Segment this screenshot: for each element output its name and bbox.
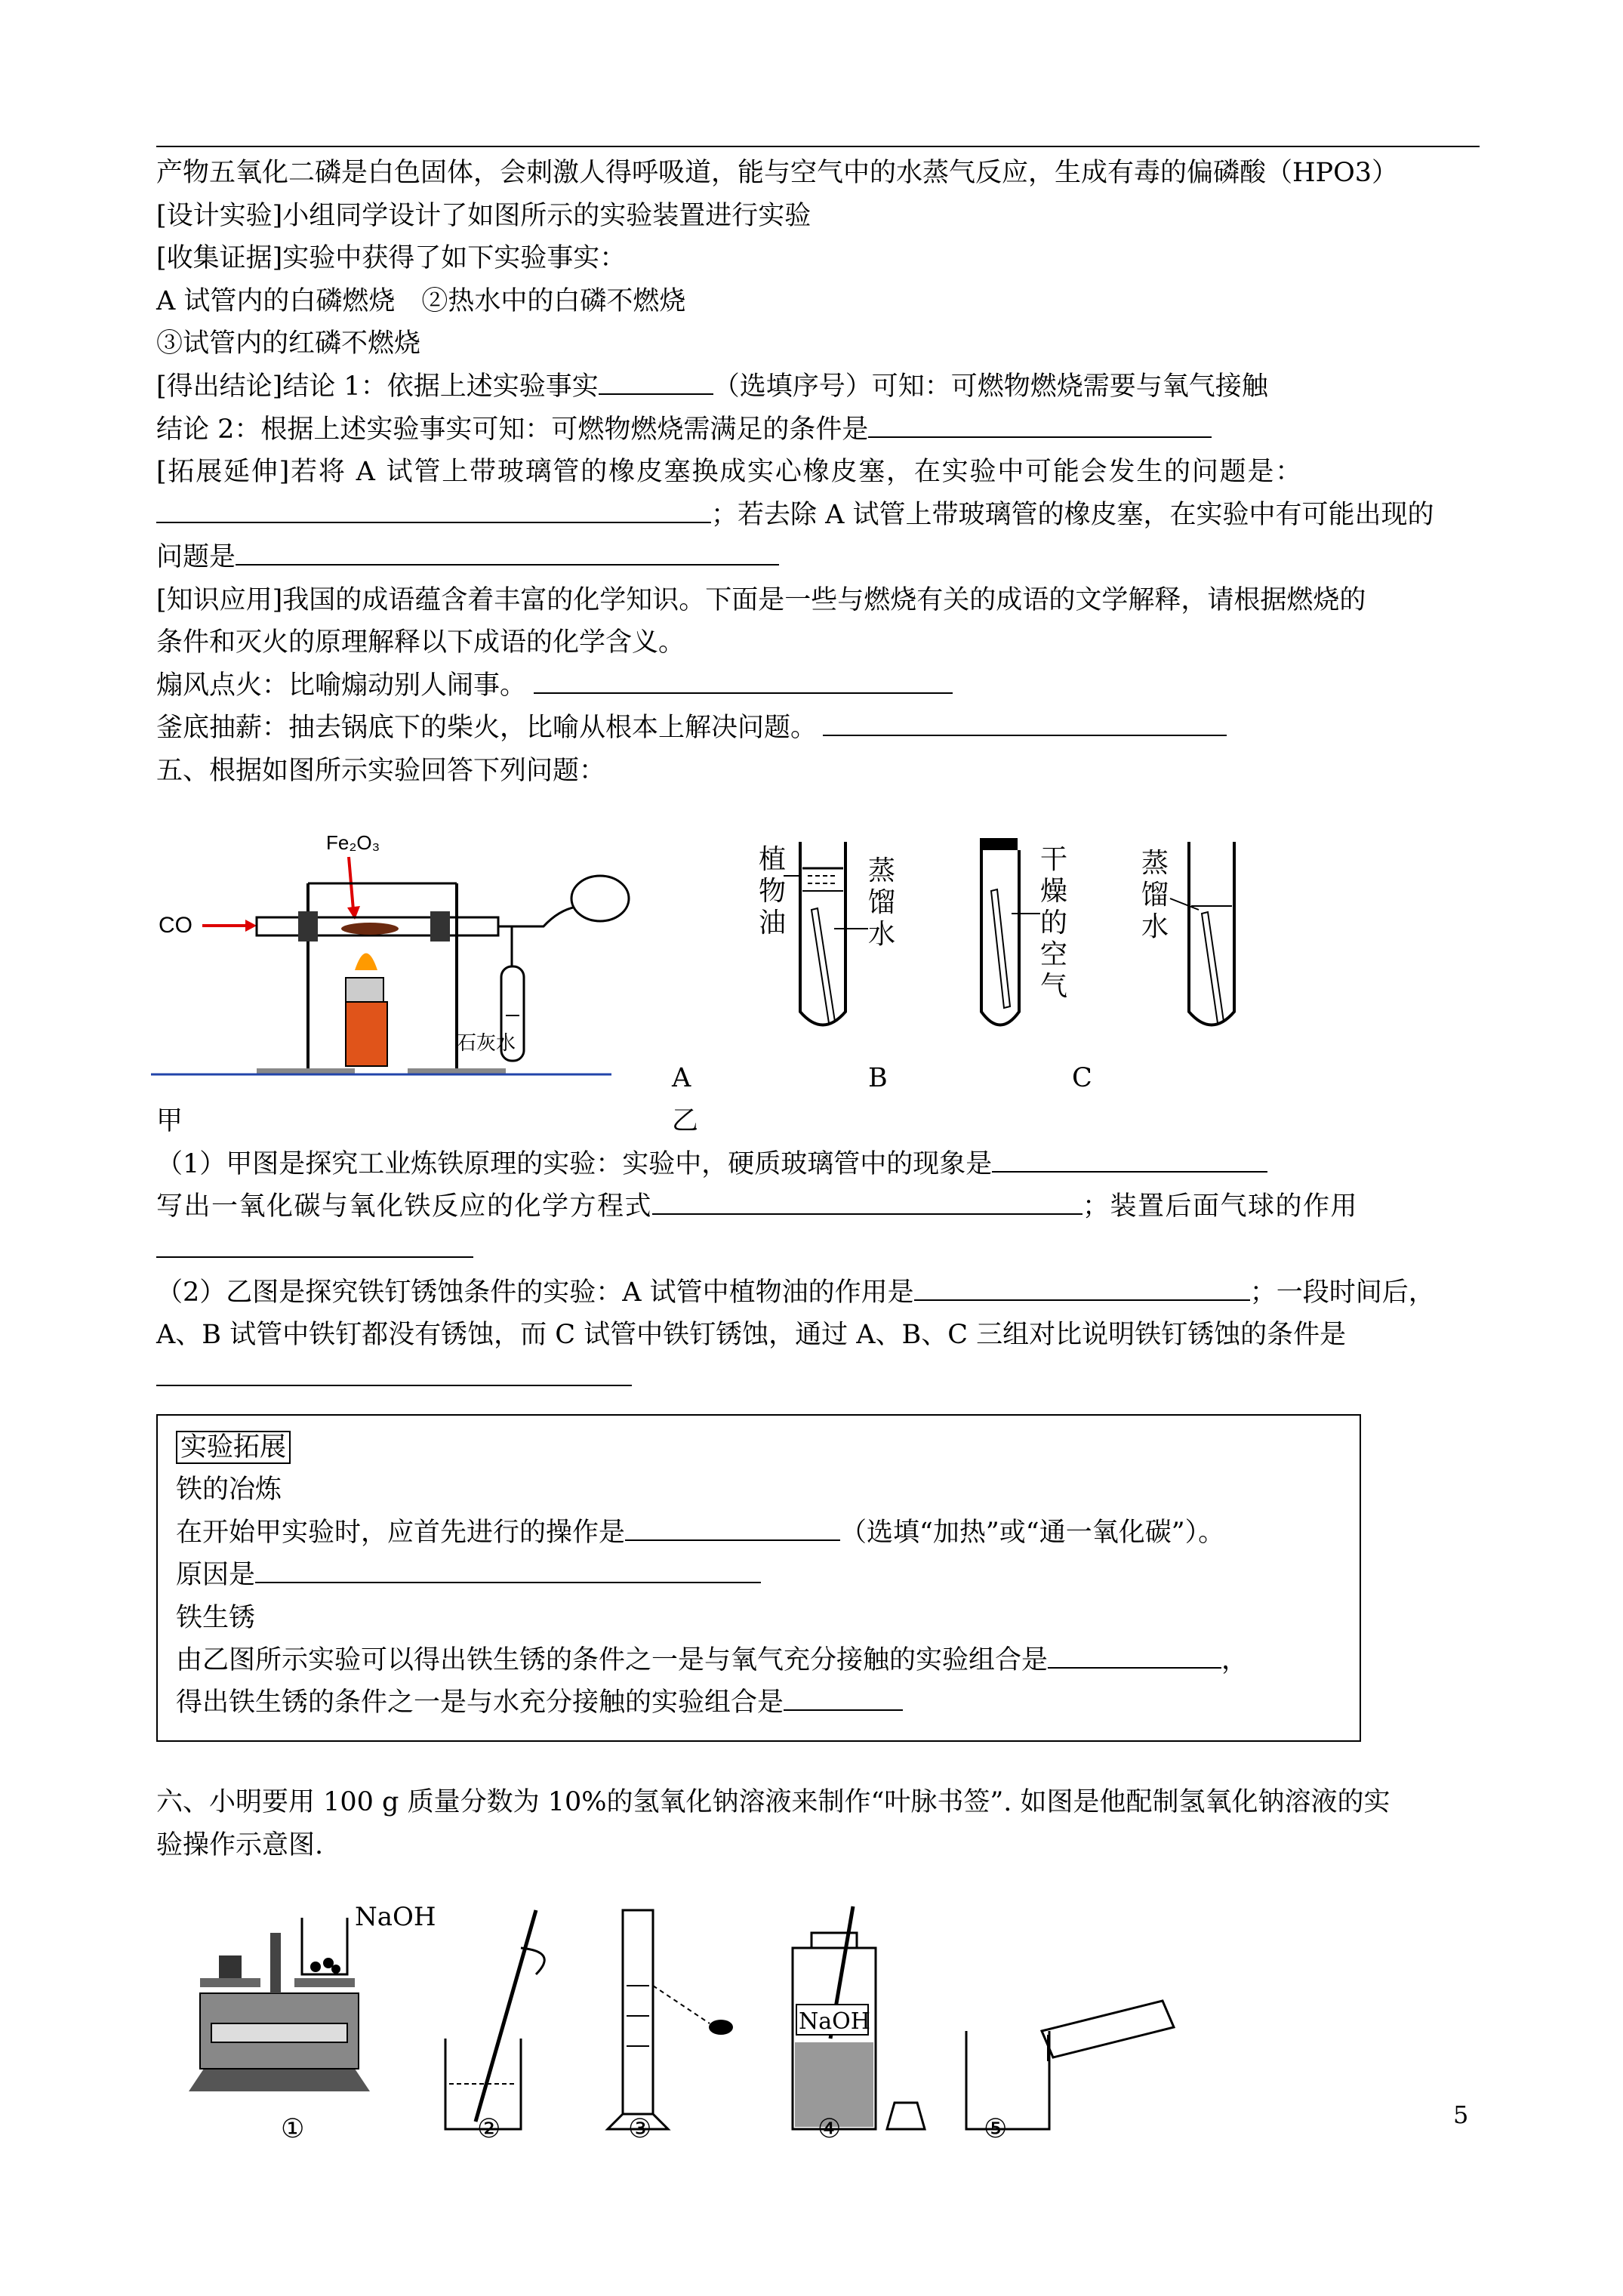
text-segment: 得出铁生锈的条件之一是与水充分接触的实验组合是 xyxy=(176,1687,784,1718)
text-line xyxy=(156,413,1212,446)
answer-blank[interactable] xyxy=(868,414,1212,438)
text-line xyxy=(156,541,779,574)
text-line xyxy=(156,1361,632,1395)
text-line: ③试管内的红磷不燃烧 xyxy=(156,328,421,359)
bottle-stopper xyxy=(887,2103,925,2129)
lamp-top xyxy=(346,978,383,1002)
text-segment: （1）甲图是探究工业炼铁原理的实验：实验中，硬质玻璃管中的现象是 xyxy=(156,1149,993,1179)
box-line xyxy=(176,1516,1224,1549)
naoh-label-2: NaOH xyxy=(799,2008,870,2035)
balance-pan xyxy=(294,1978,355,1987)
text-line: [拓展延伸]若将 A 试管上带玻璃管的橡皮塞换成实心橡皮塞，在实验中可能会发生的问题是： xyxy=(156,457,1304,487)
text-segment: 写出一氧化碳与氧化铁反应的化学方程式 xyxy=(156,1191,653,1222)
naoh-pellet xyxy=(331,1965,340,1974)
text-segment: ；一段时间后， xyxy=(1249,1277,1435,1308)
tube-label-a: A xyxy=(672,1063,691,1093)
answer-blank[interactable] xyxy=(255,1559,761,1583)
text-segment: 由乙图所示实验可以得出铁生锈的条件之一是与氧气充分接触的实验组合是 xyxy=(176,1645,1049,1675)
water-label-a: 蒸馏水 xyxy=(868,855,896,950)
arrow-head-icon xyxy=(245,920,257,932)
fe2o3-powder xyxy=(341,923,399,935)
text-segment: 釜底抽薪：抽去锅底下的柴火，比喻从根本上解决问题。 xyxy=(156,713,818,743)
text-segment: 在开始甲实验时，应首先进行的操作是 xyxy=(176,1518,626,1548)
text-line: [收集证据]实验中获得了如下实验事实： xyxy=(156,243,627,273)
iron-smelting-apparatus-figure xyxy=(151,823,634,1080)
answer-blank[interactable] xyxy=(156,499,711,523)
experiment-extension-box xyxy=(156,1414,1361,1742)
text-line: 五、根据如图所示实验回答下列问题： xyxy=(156,756,606,786)
box-title xyxy=(176,1431,291,1464)
text-segment: 原因是 xyxy=(176,1560,256,1590)
text-line: 产物五氧化二磷是白色固体，会刺激人得呼吸道，能与空气中的水蒸气反应，生成有毒的偏磷酸（HPO3） xyxy=(156,158,1399,188)
balance-scale xyxy=(211,2023,347,2042)
graduated-cylinder xyxy=(623,1910,653,2114)
text-segment: ， xyxy=(1221,1645,1249,1675)
outlet-tube xyxy=(498,926,512,966)
stirring-rod xyxy=(476,1910,536,2122)
text-line xyxy=(156,669,953,702)
oil-label: 植物油 xyxy=(759,844,787,938)
text-line xyxy=(156,370,1268,403)
alcohol-lamp xyxy=(346,1002,387,1066)
answer-blank[interactable] xyxy=(823,712,1227,736)
answer-blank[interactable] xyxy=(236,541,779,566)
answer-blank[interactable] xyxy=(1048,1644,1221,1669)
text-segment: 问题是 xyxy=(156,542,236,572)
figure-caption-jia: 甲 xyxy=(156,1106,183,1136)
iron-nail xyxy=(812,908,835,1023)
step-label: ① xyxy=(281,2114,305,2144)
fe2o3-label: Fe₂O₃ xyxy=(326,831,380,854)
eye-icon xyxy=(709,2020,733,2035)
answer-blank[interactable] xyxy=(625,1517,840,1541)
balance-pan xyxy=(200,1978,260,1987)
figure-caption-yi: 乙 xyxy=(672,1106,699,1136)
box-line xyxy=(176,1644,1248,1677)
answer-blank[interactable] xyxy=(992,1148,1267,1173)
text-segment: （选填“加热”或“通一氧化碳”）。 xyxy=(840,1518,1225,1548)
pointer-line xyxy=(1170,898,1199,910)
text-segment: ；装置后面气球的作用 xyxy=(1083,1191,1359,1222)
co-label: CO xyxy=(159,913,192,938)
text-line: 验操作示意图. xyxy=(156,1830,324,1860)
box-title-label: 实验拓展 xyxy=(176,1431,291,1464)
naoh-pellet xyxy=(310,1962,321,1972)
iron-nail xyxy=(991,889,1010,1008)
outlet-tube xyxy=(498,906,585,926)
text-line: [知识应用]我国的成语蕴含着丰富的化学知识。下面是一些与燃烧有关的成语的文学解释，请根据燃烧的 xyxy=(156,585,1366,615)
answer-blank[interactable] xyxy=(914,1277,1250,1301)
header-rule xyxy=(156,146,1480,147)
text-line xyxy=(156,1148,1267,1181)
box-line: 铁的冶炼 xyxy=(176,1475,282,1505)
answer-blank[interactable] xyxy=(652,1191,1083,1215)
iron-nail xyxy=(1202,912,1224,1023)
solution-preparation-figure xyxy=(181,1903,1223,2152)
text-line xyxy=(156,711,1227,744)
answer-blank[interactable] xyxy=(534,670,953,694)
text-line: A 试管内的白磷燃烧 ②热水中的白磷不燃烧 xyxy=(156,286,686,316)
answer-blank[interactable] xyxy=(784,1687,903,1711)
text-line: [设计实验]小组同学设计了如图所示的实验装置进行实验 xyxy=(156,201,812,231)
clamp xyxy=(430,911,450,942)
weight-icon xyxy=(219,1955,242,1978)
tube-label-b: B xyxy=(868,1063,888,1093)
text-segment: 结论 2：根据上述实验事实可知：可燃物燃烧需满足的条件是 xyxy=(156,415,869,445)
sight-line xyxy=(653,1986,710,2023)
flame-icon xyxy=(355,954,377,971)
step-label: ② xyxy=(477,2114,501,2144)
step-label: ⑤ xyxy=(984,2114,1008,2144)
box-line: 铁生锈 xyxy=(176,1603,256,1633)
water-label-c: 蒸馏水 xyxy=(1141,848,1169,942)
answer-blank[interactable] xyxy=(156,1362,632,1386)
beaker xyxy=(966,2031,1049,2129)
balloon xyxy=(571,876,629,921)
text-line xyxy=(156,1233,473,1266)
text-segment: ；若去除 A 试管上带玻璃管的橡皮塞，在实验中有可能出现的 xyxy=(711,500,1434,530)
box-line xyxy=(176,1686,903,1719)
test-tube-b xyxy=(981,850,1019,1025)
nail-rusting-figure xyxy=(694,838,1283,1042)
text-line: 六、小明要用 100 g 质量分数为 10%的氢氧化钠溶液来制作“叶脉书签”. 如图是他配制氢氧化钠溶液的实 xyxy=(156,1787,1390,1817)
text-line xyxy=(156,1190,1358,1223)
text-line: 条件和灭火的原理解释以下成语的化学含义。 xyxy=(156,627,685,658)
naoh-label-1: NaOH xyxy=(355,1903,436,1932)
text-segment: （选填序号）可知：可燃物燃烧需要与氧气接触 xyxy=(713,371,1268,402)
text-segment: （2）乙图是探究铁钉锈蚀条件的实验：A 试管中植物油的作用是 xyxy=(156,1277,914,1308)
step-label: ③ xyxy=(628,2114,652,2144)
text-segment: [得出结论]结论 1：依据上述实验事实 xyxy=(156,371,599,402)
dry-air-label: 干燥的空气 xyxy=(1040,844,1068,1002)
tube-label-c: C xyxy=(1072,1063,1092,1093)
rubber-stopper xyxy=(980,838,1018,850)
pouring-cylinder xyxy=(1042,2001,1174,2057)
page-number: 5 xyxy=(1453,2100,1469,2129)
text-line xyxy=(156,1276,1435,1309)
text-line xyxy=(156,498,1434,532)
text-segment: 煽风点火：比喻煽动别人闹事。 xyxy=(156,670,527,701)
clamp xyxy=(298,911,318,942)
box-line xyxy=(176,1558,761,1592)
limewater-label: 石灰水 xyxy=(457,1032,516,1055)
answer-blank[interactable] xyxy=(599,371,713,395)
step-label: ④ xyxy=(818,2114,842,2144)
balance-pillar xyxy=(270,1933,281,1993)
answer-blank[interactable] xyxy=(156,1234,473,1258)
text-line: A、B 试管中铁钉都没有锈蚀，而 C 试管中铁钉锈蚀，通过 A、B、C 三组对比说明铁钉锈蚀的条件是 xyxy=(156,1320,1347,1350)
balance-base xyxy=(189,2069,370,2091)
